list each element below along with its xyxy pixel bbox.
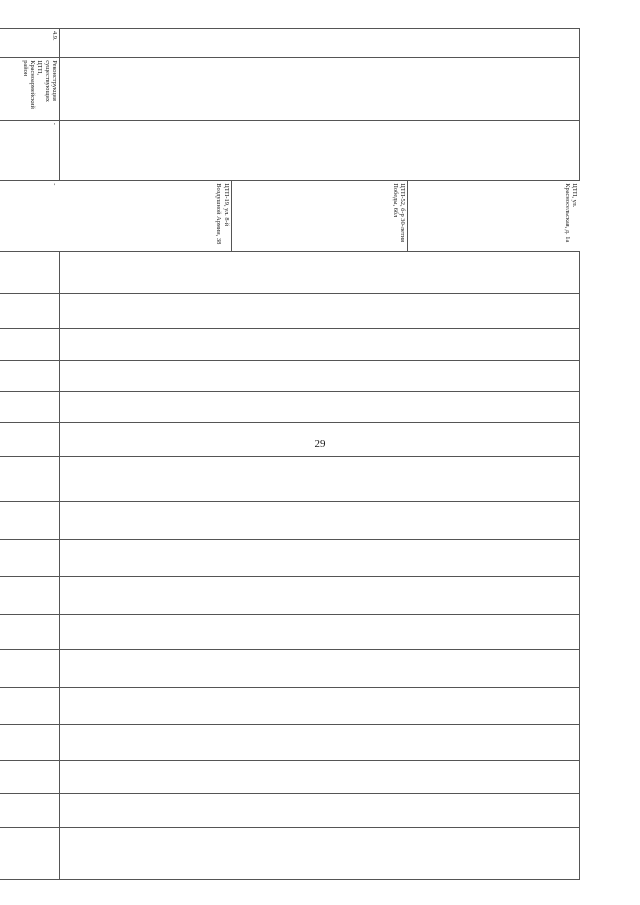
cell-v1 <box>0 329 60 360</box>
cell-b3 <box>60 577 580 615</box>
cell-d1 <box>60 725 580 760</box>
cell-c1 <box>0 614 60 649</box>
cell-e1 <box>60 827 580 879</box>
table-row <box>0 29 60 880</box>
cell-name <box>60 58 580 121</box>
cell-unit <box>60 293 580 328</box>
address-item: ЦТП, ул. Красносельская, д. 1а <box>408 181 580 251</box>
cell-number <box>60 29 580 58</box>
address-item: ЦТП-19, ул. 8-й Воздушной Армии, 38 <box>215 183 230 245</box>
page-number: 29 <box>314 438 326 450</box>
cell-c1 <box>60 614 580 649</box>
cell-total <box>0 456 60 502</box>
address-item: - <box>51 183 59 186</box>
cell-e1 <box>0 827 60 879</box>
cell-indicator <box>60 252 580 294</box>
cell-name: Реконструкция существующих ЦТП, Красноармейский район <box>0 58 60 121</box>
cell-goal: - <box>0 120 60 180</box>
cell-addresses <box>0 181 60 252</box>
cell-c3 <box>0 687 60 725</box>
cell-total <box>60 456 580 502</box>
cell-d2 <box>0 760 60 793</box>
cell-c2 <box>60 650 580 688</box>
cell-end <box>60 423 580 456</box>
cell-indicator <box>0 252 60 294</box>
cell-goal <box>60 120 580 180</box>
cell-b1 <box>60 502 580 540</box>
cell-d2 <box>60 760 580 793</box>
cell-b2 <box>0 539 60 577</box>
cell-d1 <box>0 725 60 760</box>
cell-c2 <box>0 650 60 688</box>
cell-d3 <box>60 794 580 827</box>
cell-end <box>0 423 60 456</box>
address-item: ЦТП-52, б-р 30-летия Победы, 6бл <box>231 181 408 251</box>
cell-v2 <box>60 360 580 391</box>
cell-addresses <box>60 181 580 252</box>
cell-start <box>0 391 60 422</box>
cell-v2 <box>0 360 60 391</box>
investment-program-table <box>0 28 580 880</box>
cell-b1 <box>0 502 60 540</box>
cell-b3 <box>0 577 60 615</box>
cell-d3 <box>0 794 60 827</box>
rotated-table-area <box>21 28 580 880</box>
table-row <box>60 29 580 880</box>
cell-number: 4.9. <box>0 29 60 58</box>
cell-unit <box>0 293 60 328</box>
cell-b2 <box>60 539 580 577</box>
cell-v1 <box>60 329 580 360</box>
cell-c3 <box>60 687 580 725</box>
cell-start <box>60 391 580 422</box>
